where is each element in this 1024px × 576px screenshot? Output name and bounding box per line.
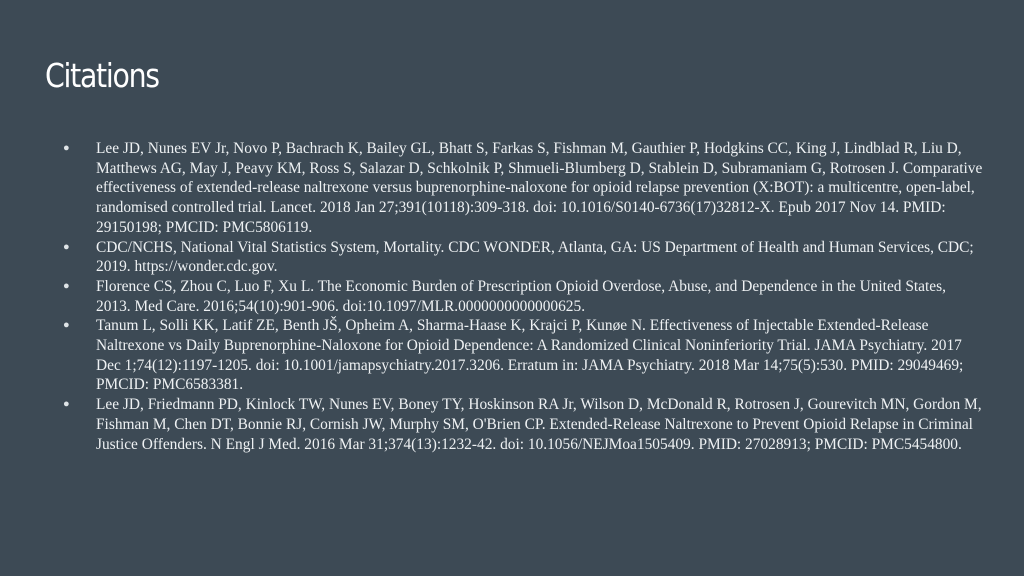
citation-text: Tanum L, Solli KK, Latif ZE, Benth JŠ, Opheim A, Sharma-Haase K, Krajci P, Kunøe N. Effectiveness of Injectable Extended-Release Naltrexone vs Daily Buprenorphine-Naloxone for Opioid Dependence: A Randomized Clinical Noninferiority Trial. JAMA Psychiatry. 2017 Dec 1;74(12):1197-1205. doi: 10.1001/jamapsychiatry.2017.3206. Erratum in: JAMA Psychiatry. 2018 Mar 14;75(5):530. PMID: 29049469; PMCID: PMC6583381. — [96, 317, 964, 394]
slide-title: Citations — [45, 56, 159, 95]
citation-text: Florence CS, Zhou C, Luo F, Xu L. The Economic Burden of Prescription Opioid Overdose, Abuse, and Dependence in the United States, 2013. Med Care. 2016;54(10):901-906. doi:10.1097/MLR.0000000000000625. — [96, 277, 946, 315]
citation-item — [63, 395, 984, 454]
citation-item — [63, 277, 984, 316]
citation-item — [63, 139, 984, 238]
citation-text: Lee JD, Friedmann PD, Kinlock TW, Nunes EV, Boney TY, Hoskinson RA Jr, Wilson D, McDonald R, Rotrosen J, Gourevitch MN, Gordon M, Fishman M, Chen DT, Bonnie RJ, Cornish JW, Murphy SM, O'Brien CP. Extended-Release Naltrexone to Prevent Opioid Relapse in Criminal Justice Offenders. N Engl J Med. 2016 Mar 31;374(13):1232-42. doi: 10.1056/NEJMoa1505409. PMID: 27028913; PMCID: PMC5454800. — [96, 396, 982, 453]
bullet-icon: ● — [63, 142, 70, 154]
citation-item — [63, 238, 984, 277]
bullet-icon: ● — [63, 319, 70, 332]
citation-list — [63, 139, 984, 454]
citation-text: CDC/NCHS, National Vital Statistics System, Mortality. CDC WONDER, Atlanta, GA: US Department of Health and Human Services, CDC; 2019. https://wonder.cdc.gov. — [96, 238, 974, 276]
bullet-icon: ● — [63, 240, 70, 253]
citation-item — [63, 316, 984, 395]
bullet-icon: ● — [63, 398, 70, 411]
citation-text: Lee JD, Nunes EV Jr, Novo P, Bachrach K, Bailey GL, Bhatt S, Farkas S, Fishman M, Gauthier P, Hodgkins CC, King J, Lindblad R, Liu D, Matthews AG, May J, Peavy KM, Ross S, Salazar D, Schkolnik P, Shmueli-Blumberg D, Stablein D, Subramaniam G, Rotrosen J. Comparative effectiveness of extended-release naltrexone versus buprenorphine-naloxone for opioid relapse prevention (X:BOT): a multicentre, open-label, randomised controlled trial. Lancet. 2018 Jan 27;391(10118):309-318. doi: 10.1016/S0140-6736(17)32812-X. Epub 2017 Nov 14. PMID: 29150198; PMCID: PMC5806119. — [96, 140, 983, 236]
bullet-icon: ● — [63, 279, 70, 292]
